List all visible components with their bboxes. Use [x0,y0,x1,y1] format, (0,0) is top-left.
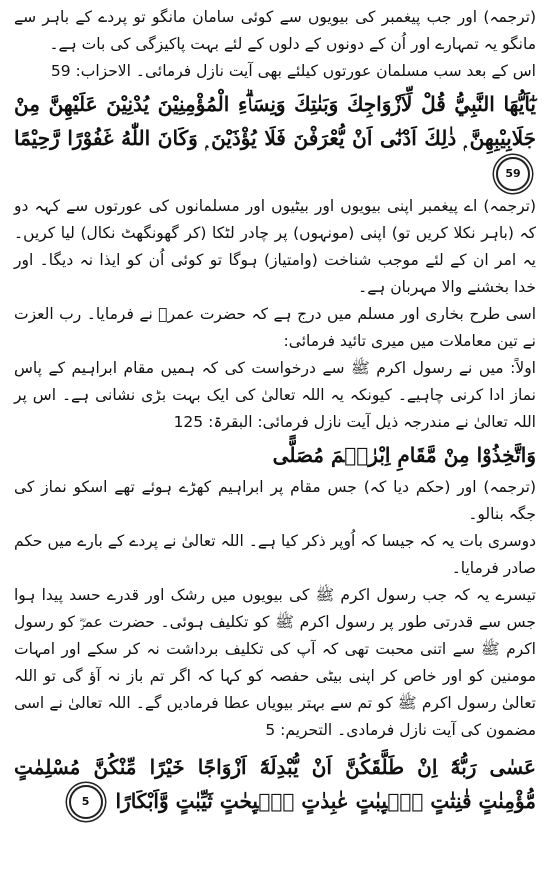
quran-verse-baqarah-125: وَاتَّخِذُوْا مِنْ مَّقَامِ اِبْرٰهٖمَ مُصَلًّى [272,442,536,467]
tahrim-verse-number: 5 [265,720,276,739]
bukhari-paragraph: اسی طرح بخاری اور مسلم میں درج ہے کہ حضرت عمرؓ نے فرمایا۔ رب العزت نے تین معاملات میں میری تائید فرمائی: [14,304,536,350]
intro-text: اس کے بعد سب مسلمان عورتوں کیلئے بھی آیت نازل فرمائی۔ الاحزاب: [75,62,536,80]
ahzab-verse-number: 59 [50,62,71,80]
ayah-text-3: عَسٰى رَبُّهٗٓ اِنْ طَلَّقَكُنَّ اَنْ يُّبْدِلَهٗٓ اَزْوَاجًا خَيْرًا مِّنْكُنَّ مُسْلِمٰتٍ مُّؤْمِنٰتٍ قٰنِتٰتٍ تٰۗىِٕبٰتٍ عٰبِدٰتٍ سٰۗىِٕحٰتٍ ثَيِّبٰتٍ وَّاَبْكَارًا [14,754,536,813]
baqarah-verse-number: 125 [173,412,204,431]
ayah-end-marker-icon: 5 [69,785,103,819]
translation-paragraph-1: (ترجمہ) اور جب پیغمبر کی بیویوں سے کوئی سامان مانگو تو پردے کے باہر سے مانگو یہ تمہارے اور اُن کے دونوں کے دلوں کے لئے بہت پاکیزگی کی بات ہے۔ [14,8,536,53]
third-point-paragraph [14,582,536,744]
first-point-paragraph [14,355,536,436]
quran-verse-tahrim-5 [14,750,536,820]
ayah-end-marker-icon: 59 [496,157,530,191]
first-point-text: اولاً: میں نے رسول اکرم ﷺ سے درخواست کی کہ ہمیں مقام ابراہیم کے پاس نماز ادا کرنی چاہیے۔ کیونکہ یہ اللہ تعالیٰ کی ایک بہت بڑی نشانی ہے۔ اس پر اللہ تعالیٰ نے مندرجہ ذیل آیت نازل فرمائی: البقرۃ: [14,358,536,431]
spacer [14,744,536,748]
intro-paragraph-ahzab [14,58,536,85]
second-point-paragraph: دوسری بات یہ کہ جیسا کہ اُوپر ذکر کیا ہے۔ اللہ تعالیٰ نے پردے کے بارے میں حکم صادر فرمایا۔ [14,531,536,577]
translation-paragraph-2: (ترجمہ) اے پیغمبر اپنی بیویوں اور بیٹیوں اور مسلمانوں کی عورتوں سے کہہ دو کہ (باہر نکلا کریں تو) اپنی (مونہوں) پر چادر لٹکا (کر گھونگھٹ نکال) لیا کریں۔ یہ امر ان کے لئے موجب شناخت (وامتیاز) ہوگا تو کوئی اُن کو ایذا نہ دیگا۔ اور خدا بخشنے والا مہربان ہے۔ [14,196,536,296]
quran-verse-ahzab-59 [14,87,536,191]
ayah-text-1: يٰٓاَيُّهَا النَّبِيُّ قُلْ لِّاَزْوَاجِكَ وَبَنٰتِكَ وَنِسَاۗءِ الْمُؤْمِنِيْنَ يُدْنِيْنَ عَلَيْهِنَّ مِنْ جَلَابِيْبِهِنَّ ۭ ذٰلِكَ اَدْنٰٓى اَنْ يُّعْرَفْنَ فَلَا يُؤْذَيْنَ ۭ وَكَانَ اللّٰهُ غَفُوْرًا رَّحِيْمًا [14,92,536,150]
translation-paragraph-3: (ترجمہ) اور (حکم دیا کہ) جس مقام پر ابراہیم کھڑے ہوئے تھے اسکو نماز کی جگہ بنالو۔ [14,477,536,523]
third-point-text: تیسرے یہ کہ جب رسول اکرم ﷺ کی بیویوں میں رشک اور قدرے حسد پیدا ہوا جس سے قدرتی طور پر رسول اکرم ﷺ کو تکلیف ہوئی۔ حضرت عمرؓ کو رسول اکرم ﷺ سے اتنی محبت تھی کہ آپ کی تکلیف برداشت نہ کر سکے اور امہات مومنین کو اور خاص کر اپنی بیٹی حفصہ کو کہا کہ اگر تم باز نہ آؤ گی تو اللہ تعالیٰ رسول اکرم ﷺ کو تم سے بہتر بیویاں عطا فرمادیں گے۔ اللہ تعالیٰ نے اسی مضمون کی آیت نازل فرمادی۔ التحریم: [14,585,536,739]
